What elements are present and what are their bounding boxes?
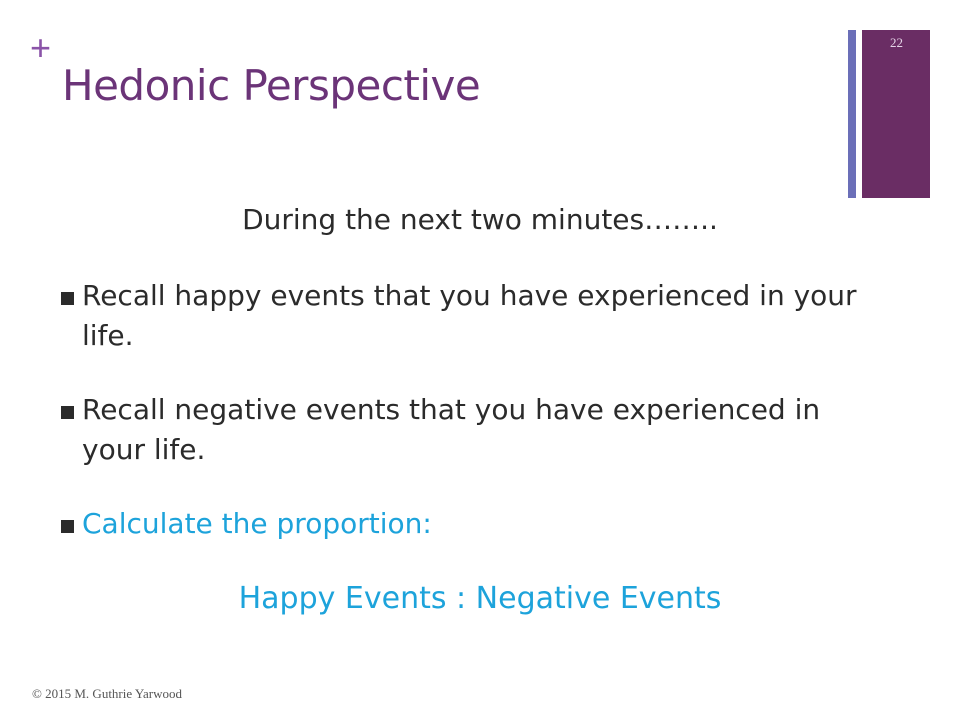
- slide-title: Hedonic Perspective: [62, 61, 481, 110]
- bullet-text: Recall happy events that you have experienced in your life.: [82, 279, 857, 352]
- bullet-item: [58, 504, 888, 544]
- bullet-item: [58, 390, 888, 470]
- bullet-item: [58, 276, 888, 356]
- square-bullet-icon: [61, 292, 74, 305]
- ratio-line: Happy Events : Negative Events: [238, 581, 722, 616]
- square-bullet-icon: [61, 520, 74, 533]
- decorative-accent-bar: [862, 30, 930, 198]
- copyright-footer: © 2015 M. Guthrie Yarwood: [32, 686, 182, 701]
- intro-text: During the next two minutes……..: [242, 203, 718, 236]
- decorative-thin-bar: [848, 30, 856, 198]
- plus-icon: +: [30, 27, 52, 68]
- bullet-text: Calculate the proportion:: [82, 507, 432, 540]
- slide-number: 22: [890, 35, 903, 50]
- bullet-list: [58, 276, 888, 578]
- square-bullet-icon: [61, 406, 74, 419]
- bullet-text: Recall negative events that you have experienced in your life.: [82, 393, 821, 466]
